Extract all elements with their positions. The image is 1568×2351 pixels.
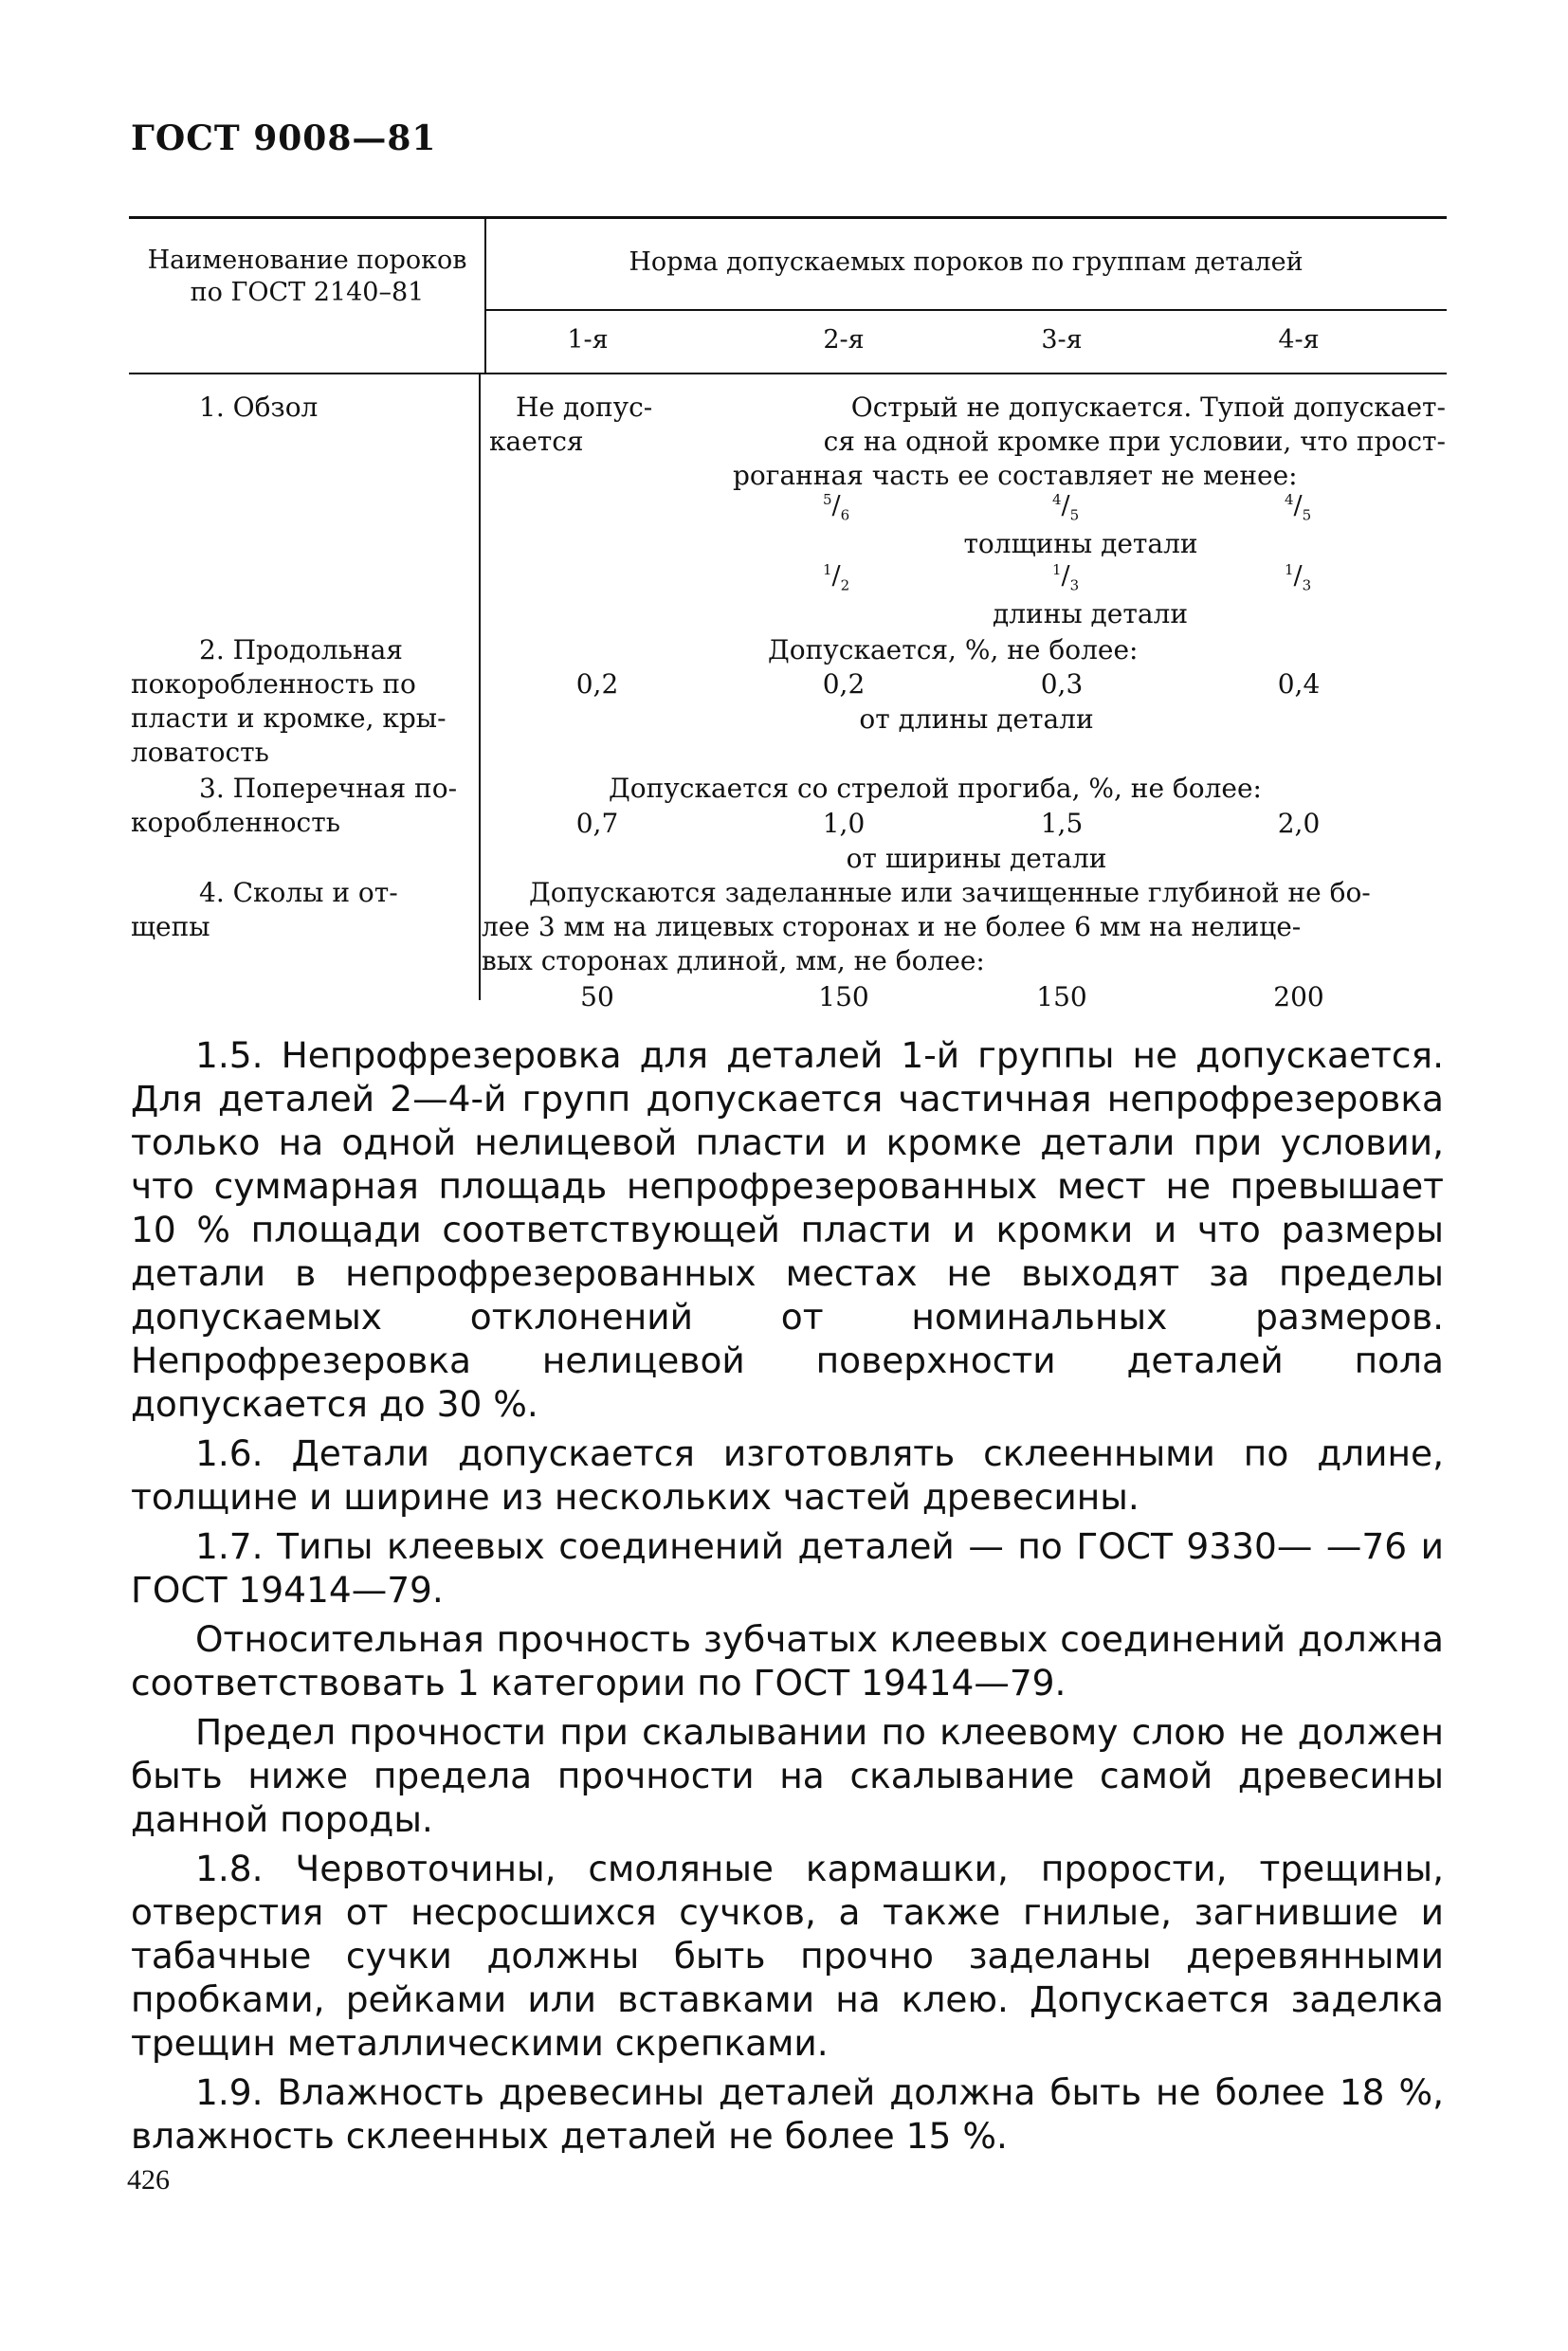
defect-column-header xyxy=(129,245,485,309)
frac-den: 5 xyxy=(1069,506,1080,524)
paragraph-1-6: 1.6. Детали допускается изготовлять склеенными по длине, толщине и ширине из нескольких частей древесины. xyxy=(131,1432,1444,1518)
row1-group1-line-1: Не допус- xyxy=(516,392,653,423)
frac-den: 3 xyxy=(1302,576,1312,594)
frac-den: 2 xyxy=(840,576,850,594)
group-header-4: 4-я xyxy=(1278,325,1320,355)
paragraph-1-5: 1.5. Непрофрезеровка для деталей 1-й группы не допускается. Для деталей 2—4-й групп допускается частичная непрофрезеровка только на одной нелицевой пласти и кромке детали при условии, что суммарная площадь непрофрезерованных мест не превышает 10 % площади соответствующей пласти и кромки и что размеры детали в непрофрезерованных местах не выходят за пределы допускаемых отклонений от номинальных размеров. Непрофрезеровка нелицевой поверхности деталей пола допускается до 30 %. xyxy=(131,1034,1444,1425)
length-label: длины детали xyxy=(993,598,1188,629)
row3-text: Допускается со стрелой прогиба, %, не более: xyxy=(609,773,1262,804)
frac-num: 5 xyxy=(823,491,832,508)
defect-header-line-2: по ГОСТ 2140–81 xyxy=(190,278,425,307)
norm-column-header: Норма допускаемых пороков по группам деталей xyxy=(629,247,1304,277)
group-header-2: 2-я xyxy=(823,325,865,355)
frac-den: 5 xyxy=(1302,506,1312,524)
paragraph-1-9: 1.9. Влажность древесины деталей должна быть не более 18 %, влажность склеенных деталей не более 15 %. xyxy=(131,2071,1444,2157)
paragraph-1-7-strength: Относительная прочность зубчатых клеевых соединений должна соответствовать 1 категории по ГОСТ 19414—79. xyxy=(131,1618,1444,1704)
row4-value-g4: 200 xyxy=(1273,981,1324,1012)
row2-value-g3: 0,3 xyxy=(1040,668,1084,700)
row1-group1-line-2: кается xyxy=(489,426,584,457)
row4-name xyxy=(131,876,482,944)
thickness-label: толщины детали xyxy=(963,528,1198,559)
fraction-thickness-g2: $^5/_6$ xyxy=(823,491,850,524)
frac-num: 1 xyxy=(823,561,832,578)
row1-group1 xyxy=(485,391,675,459)
row4-text-line-2: лее 3 мм на лицевых сторонах и не более 6 мм на нелице- xyxy=(482,911,1302,942)
row4-name-line-2: щепы xyxy=(131,911,210,942)
table-header-mid-rule xyxy=(485,309,1447,311)
group-header-3: 3-я xyxy=(1041,325,1083,355)
row3-value-g3: 1,5 xyxy=(1040,808,1084,839)
page-number: 426 xyxy=(127,2164,170,2196)
group-header-1: 1-я xyxy=(567,325,609,355)
frac-den: 3 xyxy=(1069,576,1080,594)
frac-num: 1 xyxy=(1285,561,1294,578)
row2-name xyxy=(131,633,482,770)
row4-text xyxy=(482,876,1447,978)
row2-unit: от длины детали xyxy=(859,703,1094,735)
row4-value-g2: 150 xyxy=(818,981,869,1012)
paragraph-1-8: 1.8. Червоточины, смоляные кармашки, прорости, трещины, отверстия от несросшихся сучков, а также гнилые, загнившие и табачные сучки должны быть прочно заделаны деревянными пробками, рейками или вставками на клею. Допускается заделка трещин металлическими скрепками. xyxy=(131,1848,1444,2064)
row4-text-line-1: Допускаются заделанные или зачищенные глубиной не бо- xyxy=(529,877,1371,908)
fraction-length-g4: $^1/_3$ xyxy=(1285,561,1312,594)
row3-value-g2: 1,0 xyxy=(822,808,866,839)
fraction-length-g3: $^1/_3$ xyxy=(1052,561,1080,594)
page-header: ГОСТ 9008—81 xyxy=(131,118,437,158)
row2-name-line-2: покоробленность по xyxy=(131,668,416,700)
frac-num: 1 xyxy=(1052,561,1062,578)
row2-name-line-4: ловатость xyxy=(131,737,269,768)
body-text xyxy=(131,1033,1444,2163)
row3-name-line-2: коробленность xyxy=(131,807,340,838)
fraction-thickness-g4: $^4/_5$ xyxy=(1285,491,1312,524)
row2-name-line-3: пласти и кромке, кры- xyxy=(131,702,447,734)
paragraph-1-7: 1.7. Типы клеевых соединений деталей — по ГОСТ 9330— —76 и ГОСТ 19414—79. xyxy=(131,1525,1444,1611)
fraction-thickness-g3: $^4/_5$ xyxy=(1052,491,1080,524)
row1-text-line-1: Острый не допускается. Тупой допускает- xyxy=(850,392,1446,423)
row1-text-line-2: ся на одной кромке при условии, что прост- xyxy=(823,426,1446,457)
row2-name-line-1: 2. Продольная xyxy=(199,634,403,665)
row4-text-line-3: вых сторонах длиной, мм, не более: xyxy=(482,945,985,976)
row1-text xyxy=(697,391,1446,493)
row2-value-g1: 0,2 xyxy=(575,668,619,700)
frac-num: 4 xyxy=(1285,491,1294,508)
row2-value-g2: 0,2 xyxy=(822,668,866,700)
row3-value-g1: 0,7 xyxy=(575,808,619,839)
row4-value-g1: 50 xyxy=(580,981,614,1012)
table-top-rule xyxy=(129,216,1447,219)
defect-header-line-1: Наименование пороков xyxy=(147,246,467,275)
frac-den: 6 xyxy=(840,506,850,524)
row2-text: Допускается, %, не более: xyxy=(768,634,1139,665)
row3-name xyxy=(131,772,482,840)
paragraph-1-7-shear: Предел прочности при скалывании по клеевому слою не должен быть ниже предела прочности на скалывание самой древесины данной породы. xyxy=(131,1711,1444,1840)
row3-name-line-1: 3. Поперечная по- xyxy=(199,773,458,804)
row3-value-g4: 2,0 xyxy=(1277,808,1321,839)
row4-name-line-1: 4. Сколы и от- xyxy=(199,877,398,908)
row2-value-g4: 0,4 xyxy=(1277,668,1321,700)
row1-name: 1. Обзол xyxy=(199,392,319,423)
row3-unit: от ширины детали xyxy=(846,843,1107,874)
row4-value-g3: 150 xyxy=(1036,981,1087,1012)
fraction-length-g2: $^1/_2$ xyxy=(823,561,850,594)
row1-text-line-3: роганная часть ее составляет не менее: xyxy=(733,460,1298,491)
frac-num: 4 xyxy=(1052,491,1062,508)
table-header-bottom-rule xyxy=(129,373,1447,374)
